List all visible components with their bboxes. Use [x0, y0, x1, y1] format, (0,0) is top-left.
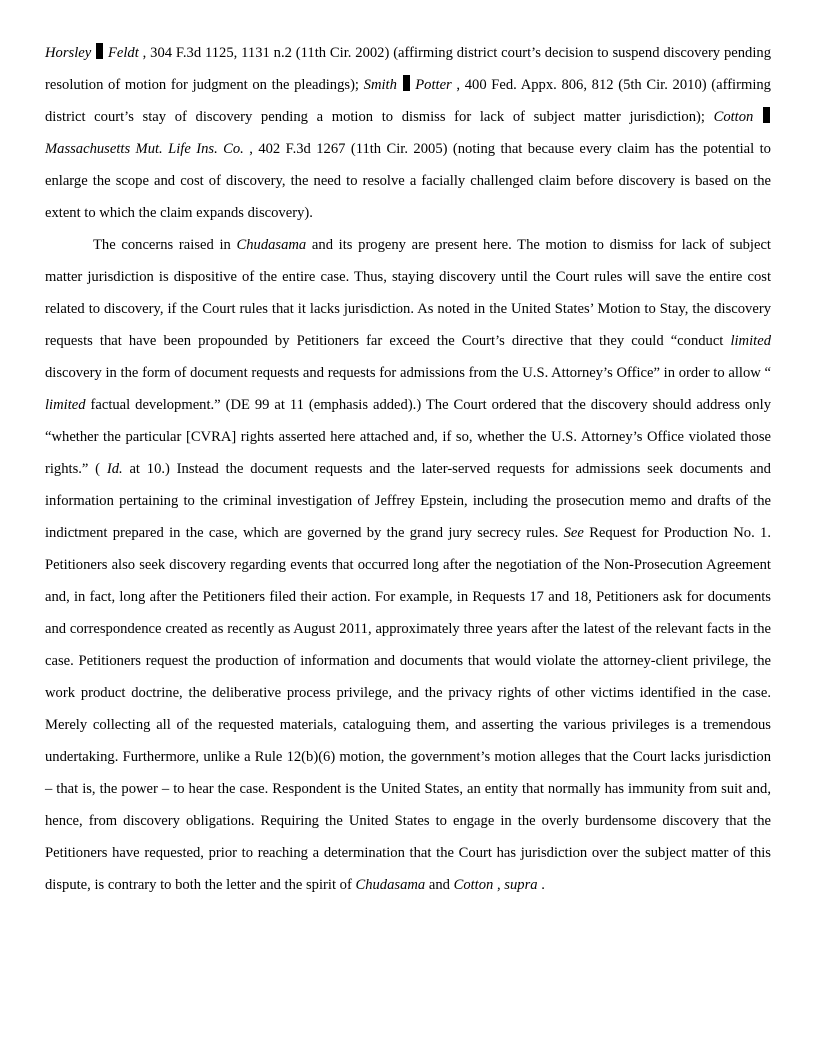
body-text: ,	[496, 877, 501, 893]
case-name: Horsley	[45, 45, 92, 61]
body-text: The concerns raised in	[93, 237, 231, 253]
body-text: discovery in the form of document requests and requests for admissions from the U.S. Attorney’s Office” in order to allow “	[45, 365, 771, 381]
citation-signal: See	[563, 525, 584, 541]
body-text: at 10.) Instead the document requests and the later-served requests for admissions seek documents and information pertaining to the criminal investigation of Jeffrey Epstein, including the prosecution memo and drafts of the indictment prepared in the case, which are governed by the grand jury secrecy rules.	[45, 461, 771, 541]
redaction-block	[96, 43, 103, 59]
case-name: Feldt	[107, 45, 139, 61]
case-name: Smith	[363, 77, 397, 93]
document-page	[45, 37, 771, 901]
case-name: Chudasama	[236, 237, 307, 253]
redaction-block	[763, 107, 770, 123]
case-name: Chudasama	[355, 877, 426, 893]
citation-text: , 304 F.3d 1125, 1131 n.2 (11th Cir. 2002) (affirming district court’s decision to suspend discovery pending resolution of motion for judgment on the pleadings);	[45, 45, 771, 93]
redaction-block	[403, 75, 410, 91]
paragraph-citations	[45, 37, 771, 229]
case-name: Cotton	[453, 877, 494, 893]
citation-signal: Id.	[106, 461, 123, 477]
body-text: and its progeny are present here. The motion to dismiss for lack of subject matter jurisdiction is dispositive of the entire case. Thus, staying discovery until the Court rules will save the entire cost related to discovery, if the Court rules that it lacks jurisdiction. As noted in the United States’ Motion to Stay, the discovery requests that have been propounded by Petitioners far exceed the Court’s directive that they could “conduct	[45, 237, 771, 349]
emphasis-text: limited	[730, 333, 771, 349]
body-text: Request for Production No. 1. Petitioners also seek discovery regarding events that occurred long after the negotiation of the Non-Prosecution Agreement and, in fact, long after the Petitioners filed their action. For example, in Requests 17 and 18, Petitioners ask for documents and correspondence created as recently as August 2011, approximately three years after the latest of the relevant facts in the case. Petitioners request the production of information and documents that would violate the attorney-client privilege, the work product doctrine, the deliberative process privilege, and the privacy rights of other victims identified in the case. Merely collecting all of the requested materials, cataloguing them, and asserting the various privileges is a tremendous undertaking. Furthermore, unlike a Rule 12(b)(6) motion, the government’s motion alleges that the Court lacks jurisdiction – that is, the power – to hear the case. Respondent is the United States, an entity that normally has immunity from suit and, hence, from discovery obligations. Requiring the United States to engage in the overly burdensome discovery that the Petitioners have requested, prior to reaching a determination that the Court has jurisdiction over the subject matter of this dispute, is contrary to both the letter and the spirit of	[45, 525, 771, 893]
citation-signal: supra	[504, 877, 538, 893]
case-name: Cotton	[713, 109, 754, 125]
body-text: factual development.” (DE 99 at 11 (emphasis added).) The Court ordered that the discovery should address only “whether the particular [CVRA] rights asserted here attached and, if so, whether the U.S. Attorney’s Office violated those rights.” (	[45, 397, 771, 477]
body-text: .	[541, 877, 545, 893]
emphasis-text: limited	[45, 397, 86, 413]
paragraph-argument	[45, 229, 771, 901]
case-name: Potter	[415, 77, 452, 93]
citation-text: , 402 F.3d 1267 (11th Cir. 2005) (noting that because every claim has the potential to enlarge the scope and cost of discovery, the need to resolve a facially challenged claim before discovery is based on the extent to which the claim expands discovery).	[45, 141, 771, 221]
body-text: and	[428, 877, 450, 893]
citation-text: , 400 Fed. Appx. 806, 812 (5th Cir. 2010) (affirming district court’s stay of discovery pending a motion to dismiss for lack of subject matter jurisdiction);	[45, 77, 771, 125]
case-name: Massachusetts Mut. Life Ins. Co.	[45, 141, 244, 157]
